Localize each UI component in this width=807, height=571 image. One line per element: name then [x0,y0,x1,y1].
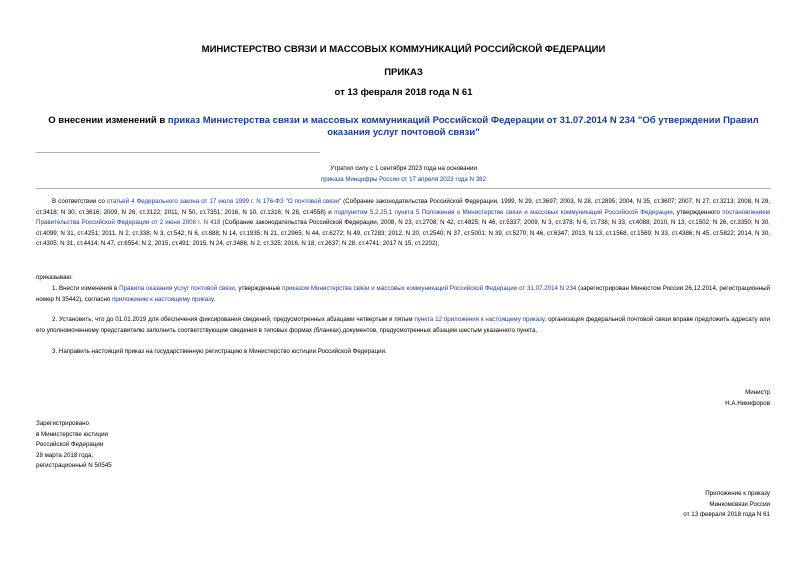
rules-link[interactable]: Правила оказания услуг почтовой связи [119,285,235,292]
signature-name: Н.А.Никифоров [725,399,770,407]
doc-type-heading: ПРИКАЗ [384,67,423,78]
signature-position: Министр [745,389,770,396]
title-link[interactable]: приказ Министерства связи и массовых коммуникаций Российской Федерации от 31.07.2014 N 234 "Об утверждении Правил оказания услуг почтовой связи" [167,115,759,138]
law-link[interactable]: статьей 4 Федерального закона от 17 июля 1999 г. N 176-ФЗ "О почтовой связи" [106,198,342,205]
item2-text-1: 2. Установить, что до 01.01.2019 для обеспечения фиксирования сведений, предусмотренных абзацами четвертым и пятым [52,316,415,323]
registration-block [36,419,236,472]
short-divider [36,152,320,153]
appendix-line: Приложение к приказу [705,490,770,497]
ministry-heading: МИНИСТЕРСТВО СВЯЗИ И МАССОВЫХ КОММУНИКАЦИЙ РОССИЙСКОЙ ФЕДЕРАЦИИ [201,44,606,55]
appendix-link[interactable]: приложению к настоящему приказу [112,295,214,303]
registration-line: 28 марта 2018 года, [36,451,94,459]
order-234-link[interactable]: приказом Министерства связи и массовых коммуникаций Российской Федерации от 31.07.2014 N 234 [282,285,577,292]
decree-link[interactable]: постановлением Правительства Российской Федерации от 2 июня 2008 г. N 418 [36,208,770,226]
preamble-text-3: , утвержденного [672,208,723,216]
registration-line: Зарегистрировано [36,420,89,427]
long-divider [36,188,771,189]
registration-line: регистрационный N 50545 [36,462,112,469]
lost-force-link[interactable]: приказа Минцифры России от 17 апреля 2023 года N 382 [320,176,487,183]
title-prefix: О внесении изменений в [48,115,168,126]
item-1-paragraph [36,284,770,305]
document-title [40,115,767,139]
appendix-line: Минкомсвязи России [709,500,770,508]
item-3-paragraph: 3. Направить настоящий приказ на государственную регистрацию в Министерство юстиции Российской Федерации. [52,348,387,355]
doc-date-number: от 13 февраля 2018 года N 61 [334,87,473,98]
paragraph-12-link[interactable]: пункта 12 приложения к настоящему приказу [414,316,545,323]
item1-text-2: , утвержденные [234,285,283,292]
lost-force-line1: Утратил силу с 1 сентября 2023 года на основании [330,165,477,172]
order-word: приказываю: [36,274,73,281]
item1-text-1: 1. Внести изменения в [52,285,120,292]
preamble-paragraph [36,197,770,250]
regulation-link[interactable]: подпунктом 5.2.25.1 пункта 5 Положения о Министерстве связи и массовых коммуникаций Российской Федерации [334,208,673,216]
preamble-text-1: В соответствии со [52,198,107,205]
registration-line: Российской Федерации [36,441,104,448]
item-2-paragraph [36,315,770,336]
appendix-line: от 13 февраля 2018 года N 61 [683,511,770,518]
signature-block [600,388,770,409]
registration-line: в Министерстве юстиции [36,430,109,438]
preamble-text-2: (Собрание законодательства Российской Федерации, 1999, N 29, ст.3697; 2003, N 28, ст.2895; 2004, N 35, ст.3607; 2007, N 27, ст.3213; 2008, N 29, ст.3418; N 30, ст.3616; 2009, N 26, ст.3122; 2011, N 50, ст.7351; 2016, N 10, ст.1316; N 28, ст.4558) и [36,198,770,216]
item1-text-4: . [213,295,216,303]
item1-text-3: (зарегистрирован Минюстом России 26.12.2014, регистрационный номер N 35442), согласно [36,285,770,303]
appendix-block [570,489,770,521]
preamble-text-4: (Собрание законодательства Российской Федерации, 2008, N 23, ст.2708; N 42, ст.4825; N 46, ст.5337; 2009, N 3, ст.378; N 6, ст.738; N 33, ст.4088; 2010, N 13, ст.1502; N 26, ст.3350; N 30, ст.4099; N 31, ст.4251; 2011, N 2, ст.338; N 3, ст.542; N 6, ст.888; N 14, ст.1935; N 21, ст.2965; N 44, ст.6272; N 49, ст.7283; 2012, N 20, ст.2540; N 37, ст.5001; N 39, ст.5270; N 46, ст.6347; 2013, N 13, ст.1568, ст.1569; N 33, ст.4386; N 45, ст.5822; 2014, N 30, ст.4305; N 31, ст.4414; N 47, ст.6554; N 2, 2015, ст.491; 2015, N 24, ст.3486; N 2, ст.325; 2016, N 18, ст.2637; N 28, ст.4741; 2017 N 15, ст.2202), [36,219,771,247]
lost-force-notice [0,163,807,185]
item2-text-2: , организация федеральной почтовой связи вправе предложить адресату или его уполномоченному представителю заполнить соответствующие сведения в типовых формах (бланках) документов, предусмотренных абзацем шестым указанного пункта. [36,316,770,334]
